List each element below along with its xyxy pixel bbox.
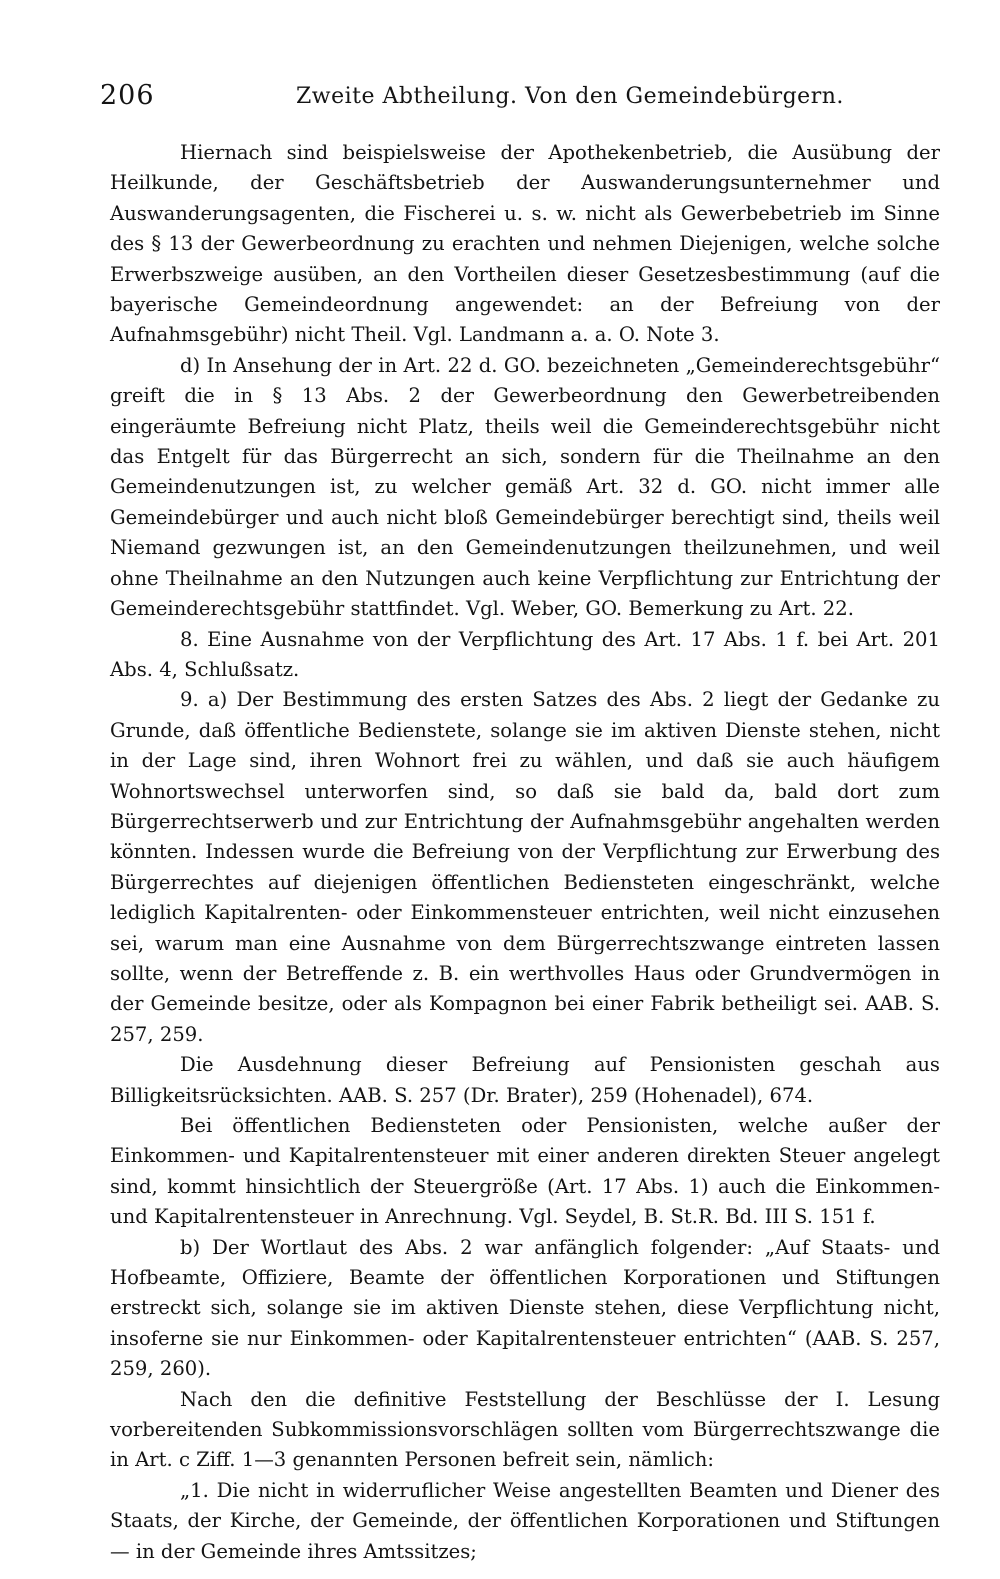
paragraph-8: 8. Eine Ausnahme von der Verpflichtung des Art. 17 Abs. 1 f. bei Art. 201 Abs. 4, Schlußsatz. bbox=[110, 627, 940, 681]
paragraph-ausdehnung: Die Ausdehnung dieser Befreiung auf Pensionisten geschah aus Billigkeitsrücksichten. AAB. S. 257 (Dr. Brater), 259 (Hohenadel), 674. bbox=[110, 1053, 940, 1107]
paragraph-hiernach: Hiernach sind beispielsweise der Apothekenbetrieb, die Ausübung der Heilkunde, der Geschäftsbetrieb der Auswanderungsunternehmer und Auswanderungsagenten, die Fischerei u. s. w. nicht als Gewerbebetrieb im Sinne des § 13 der Gewerbeordnung zu erachten und nehmen Diejenigen, welche solche Erwerbszweige ausüben, an den Vortheilen dieser Gesetzesbestimmung (auf die bayerische Gemeindeordnung angewendet: an der Befreiung von der Aufnahmsgebühr) nicht Theil. Vgl. Landmann a. a. O. Note 3. bbox=[110, 141, 940, 347]
paragraph-d: d) In Ansehung der in Art. 22 d. GO. bezeichneten „Gemeinderechtsgebühr“ greift die in § 13 Abs. 2 der Gewerbeordnung den Gewerbetreibenden eingeräumte Befreiung nicht Platz, theils weil die Gemeinderechtsgebühr nicht das Entgelt für das Bürgerrecht an sich, sondern für die Theilnahme an den Gemeindenutzungen ist, zu welcher gemäß Art. 32 d. GO. nicht immer alle Gemeindebürger und auch nicht bloß Gemeindebürger berechtigt sind, theils weil Niemand gezwungen ist, an den Gemeindenutzungen theilzunehmen, und weil ohne Theilnahme an den Nutzungen auch keine Verpflichtung zur Entrichtung der Gemeinderechtsgebühr stattfindet. Vgl. Weber, GO. Bemerkung zu Art. 22. bbox=[110, 353, 940, 621]
paragraph-bediensteten: Bei öffentlichen Bediensteten oder Pensionisten, welche außer der Einkommen- und Kapitalrentensteuer mit einer anderen direkten Steuer angelegt sind, kommt hinsichtlich der Steuergröße (Art. 17 Abs. 1) auch die Einkommen- und Kapitalrentensteuer in Anrechnung. Vgl. Seydel, B. St.R. Bd. III S. 151 f. bbox=[110, 1114, 940, 1229]
body-text bbox=[110, 138, 940, 1567]
paragraph-9a: 9. a) Der Bestimmung des ersten Satzes des Abs. 2 liegt der Gedanke zu Grunde, daß öffentliche Bedienstete, solange sie im aktiven Dienste stehen, nicht in der Lage sind, ihren Wohnort frei zu wählen, und daß sie auch häufigem Wohnortswechsel unterworfen sind, so daß sie bald da, bald dort zum Bürgerrechtserwerb und zur Entrichtung der Aufnahmsgebühr angehalten werden könnten. Indessen wurde die Befreiung von der Verpflichtung zur Erwerbung des Bürgerrechtes auf diejenigen öffentlichen Bediensteten eingeschränkt, welche lediglich Kapitalrenten- oder Einkommensteuer entrichten, weil nicht einzusehen sei, warum man eine Ausnahme von dem Bürgerrechtszwange eintreten lassen sollte, wenn der Betreffende z. B. ein werthvolles Haus oder Grundvermögen in der Gemeinde besitze, oder als Kompagnon bei einer Fabrik betheiligt sei. AAB. S. 257, 259. bbox=[110, 688, 940, 1046]
paragraph-quote-1: „1. Die nicht in widerruflicher Weise angestellten Beamten und Diener des Staats, der Kirche, der Gemeinde, der öffentlichen Korporationen und Stiftungen — in der Gemeinde ihres Amtssitzes; bbox=[110, 1478, 940, 1563]
running-head: Zweite Abtheilung. Von den Gemeindebürgern. bbox=[296, 84, 844, 109]
page-header bbox=[100, 80, 942, 120]
paragraph-subkommission: Nach den die definitive Feststellung der Beschlüsse der I. Lesung vorbereitenden Subkommissionsvorschlägen sollten vom Bürgerrechtszwange die in Art. c Ziff. 1—3 genannten Personen befreit sein, nämlich: bbox=[110, 1387, 940, 1472]
page-number: 206 bbox=[100, 80, 155, 111]
paragraph-b: b) Der Wortlaut des Abs. 2 war anfänglich folgender: „Auf Staats- und Hofbeamte, Offiziere, Beamte der öffentlichen Korporationen und Stiftungen erstreckt sich, solange sie im aktiven Dienste stehen, diese Verpflichtung nicht, insoferne sie nur Einkommen- oder Kapitalrentensteuer entrichten“ (AAB. S. 257, 259, 260). bbox=[110, 1235, 940, 1381]
